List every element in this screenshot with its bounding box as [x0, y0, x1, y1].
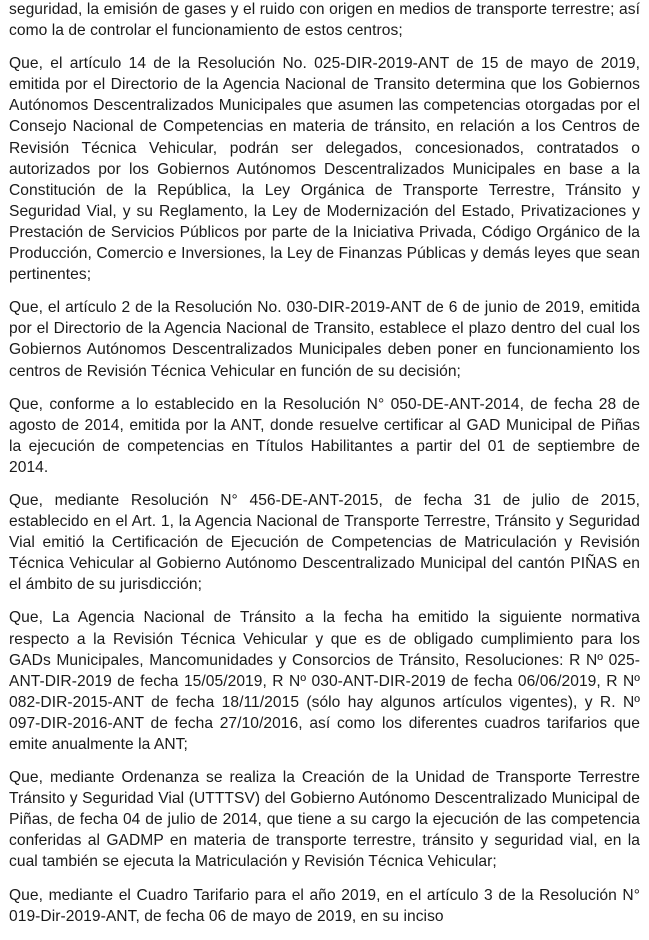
paragraph-5: Que, mediante Resolución N° 456-DE-ANT-2015, de fecha 31 de julio de 2015, establecido en el Art. 1, la Agencia Nacional de Transporte Terrestre, Tránsito y Seguridad Vial emitió la Certificación de Ejecución de Competencias de Matriculación y Revisión Técnica Vehicular al Gobierno Autónomo Descentralizado Municipal del cantón PIÑAS en el ámbito de su jurisdicción; — [9, 491, 640, 594]
paragraph-7: Que, mediante Ordenanza se realiza la Creación de la Unidad de Transporte Terrestre Tránsito y Seguridad Vial (UTTTSV) del Gobierno Autónomo Descentralizado Municipal de Piñas, de fecha 04 de julio de 2014, que tiene a su cargo la ejecución de las competencia conferidas al GADMP en materia de transporte terrestre, tránsito y seguridad vial, en la cual también se ejecuta la Matriculación y Revisión Técnica Vehicular; — [9, 769, 640, 871]
paragraph-3: Que, el artículo 2 de la Resolución No. 030-DIR-2019-ANT de 6 de junio de 2019, emitida por el Directorio de la Agencia Nacional de Transito, establece el plazo dentro del cual los Gobiernos Autónomos Descentralizados Municipales deben poner en funcionamiento los centros de Revisión Técnica Vehicular en función de su decisión; — [9, 299, 640, 380]
paragraph-8: Que, mediante el Cuadro Tarifario para el año 2019, en el artículo 3 de la Resolución N° 019-Dir-2019-ANT, de fecha 06 de mayo de 2019, en su inciso — [9, 886, 640, 925]
paragraph-2: Que, el artículo 14 de la Resolución No. 025-DIR-2019-ANT de 15 de mayo de 2019, emitida por el Directorio de la Agencia Nacional de Transito determina que los Gobiernos Autónomos Descentralizados Municipales que asumen las competencias otorgadas por el Consejo Nacional de Competencias en materia de tránsito, en relación a los Centros de Revisión Técnica Vehicular, podrán ser delegados, concesionados, contratados o autorizados por los Gobiernos Autónomos Descentralizados Municipales en base a la Constitución de la República, la Ley Orgánica de Transporte Terrestre, Tránsito y Seguridad Vial, y su Reglamento, la Ley de Modernización del Estado, Privatizaciones y Prestación de Servicios Públicos por parte de la Iniciativa Privada, Código Orgánico de la Producción, Comercio e Inversiones, la Ley de Finanzas Públicas y demás leyes que sean pertinentes; — [9, 55, 640, 284]
paragraph-6: Que, La Agencia Nacional de Tránsito a la fecha ha emitido la siguiente normativa respecto a la Revisión Técnica Vehicular y que es de obligado cumplimiento para los GADs Municipales, Mancomunidades y Consorcios de Tránsito, Resoluciones: R Nº 025-ANT-DIR-2019 de fecha 15/05/2019, R Nº 030-ANT-DIR-2019 de fecha 06/06/2019, R Nº 082-DIR-2015-ANT de fecha 18/11/2015 (sólo hay algunos artículos vigentes), y R. Nº 097-DIR-2016-ANT de fecha 27/10/2016, así como los diferentes cuadros tarifarios que emite anualmente la ANT; — [9, 609, 640, 753]
paragraph-4: Que, conforme a lo establecido en la Resolución N° 050-DE-ANT-2014, de fecha 28 de agosto de 2014, emitida por la ANT, donde resuelve certificar al GAD Municipal de Piñas la ejecución de competencias en Títulos Habilitantes a partir del 01 de septiembre de 2014. — [9, 395, 640, 476]
paragraph-1: seguridad, la emisión de gases y el ruido con origen en medios de transporte terrestre; así como la de controlar el funcionamiento de estos centros; — [9, 1, 640, 40]
